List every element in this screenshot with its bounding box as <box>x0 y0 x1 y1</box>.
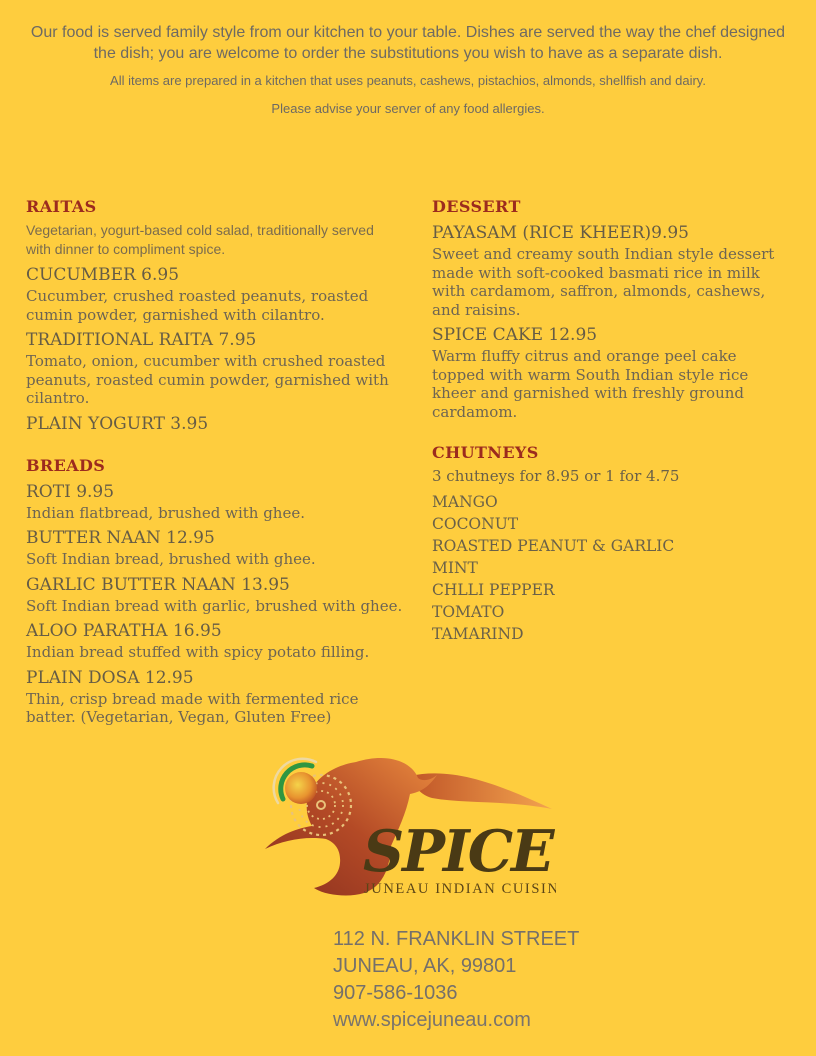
address-city: JUNEAU, AK, 99801 <box>333 955 517 977</box>
section-raitas <box>26 197 404 434</box>
logo-brand-text: SPICE <box>363 818 553 885</box>
section-title-raitas: RAITAS <box>26 197 97 216</box>
chutney-option: ROASTED PEANUT & GARLIC <box>432 537 675 555</box>
allergy-advice-note: Please advise your server of any food allergies. <box>271 101 545 116</box>
section-chutneys <box>432 443 788 645</box>
restaurant-logo <box>260 752 556 906</box>
item-description: Cucumber, crushed roasted peanuts, roasted cumin powder, garnished with cilantro. <box>26 287 369 324</box>
item-description: Indian flatbread, brushed with ghee. <box>26 503 305 522</box>
menu-item <box>26 330 404 408</box>
item-description: Thin, crisp bread made with fermented rice batter. (Vegetarian, Vegan, Gluten Free) <box>26 689 359 726</box>
turban <box>274 759 317 804</box>
chutney-option: COCONUT <box>432 515 519 533</box>
section-dessert <box>432 197 788 421</box>
menu-column-left <box>26 197 404 727</box>
item-description: Indian bread stuffed with spicy potato filling. <box>26 643 370 661</box>
item-description: Sweet and creamy south Indian style dessert made with soft-cooked basmati rice in milk with cardamom, saffron, almonds, cashews, and raisins. <box>432 245 775 319</box>
section-title-breads: BREADS <box>26 455 106 475</box>
section-intro-raitas: Vegetarian, yogurt-based cold salad, traditionally served with dinner to compliment spice. <box>26 222 374 257</box>
item-label: GARLIC BUTTER NAAN 13.95 <box>26 574 290 595</box>
menu-item <box>26 414 404 434</box>
item-label: PLAIN YOGURT 3.95 <box>26 413 209 434</box>
item-label: ROTI 9.95 <box>26 481 115 502</box>
menu-item <box>432 325 788 421</box>
chutney-option: MINT <box>432 559 478 577</box>
elephant-logo-icon <box>260 752 556 906</box>
item-label: BUTTER NAAN 12.95 <box>26 528 215 548</box>
section-title-chutneys: CHUTNEYS <box>432 443 539 462</box>
substitutions-note: Dishes are served the way the chef designed the dish; you are welcome to order the substitutions you wish to have as a separate dish. <box>93 24 786 62</box>
section-breads <box>26 456 404 727</box>
item-description: Tomato, onion, cucumber with crushed roasted peanuts, roasted cumin powder, garnished with cilantro. <box>26 352 389 407</box>
address-street: 112 N. FRANKLIN STREET <box>333 928 580 950</box>
item-description: Warm fluffy citrus and orange peel cake topped with warm South Indian style rice kheer and garnished with freshly ground cardamom. <box>432 347 749 421</box>
address-block <box>333 926 579 1007</box>
top-note <box>0 22 816 129</box>
menu-item <box>26 668 404 727</box>
chutney-option: MANGO <box>432 493 498 511</box>
family-style-note: Our food is served family style from our kitchen to your table. <box>30 24 462 41</box>
section-title-dessert: DESSERT <box>432 197 521 216</box>
phone-number: 907-586-1036 <box>333 982 458 1004</box>
menu-item <box>26 265 404 324</box>
menu-item <box>26 482 404 523</box>
item-description: Soft Indian bread with garlic, brushed with ghee. <box>26 596 403 615</box>
item-label: TRADITIONAL RAITA 7.95 <box>26 330 257 350</box>
menu-item <box>26 621 404 662</box>
chutney-option: CHLLI PEPPER <box>432 581 555 599</box>
item-label: SPICE CAKE 12.95 <box>432 325 598 345</box>
item-label: CUCUMBER 6.95 <box>26 265 180 285</box>
item-description: Soft Indian bread, brushed with ghee. <box>26 550 316 568</box>
logo-tagline-text: JUNEAU INDIAN CUISINE <box>364 881 556 897</box>
allergen-note: All items are prepared in a kitchen that uses peanuts, cashews, pistachios, almonds, shellfish and dairy. <box>110 73 706 88</box>
chutneys-pricing: 3 chutneys for 8.95 or 1 for 4.75 <box>432 467 680 485</box>
menu-item <box>26 528 404 569</box>
website-url: www.spicejuneau.com <box>333 1009 531 1031</box>
item-label: PLAIN DOSA 12.95 <box>26 667 194 688</box>
menu-item <box>432 223 788 319</box>
chutney-option: TAMARIND <box>432 625 524 643</box>
item-label: ALOO PARATHA 16.95 <box>26 621 222 641</box>
item-label: PAYASAM (RICE KHEER)9.95 <box>432 223 689 243</box>
chutney-option: TOMATO <box>432 603 505 621</box>
menu-column-right <box>432 197 788 645</box>
menu-item <box>26 575 404 616</box>
